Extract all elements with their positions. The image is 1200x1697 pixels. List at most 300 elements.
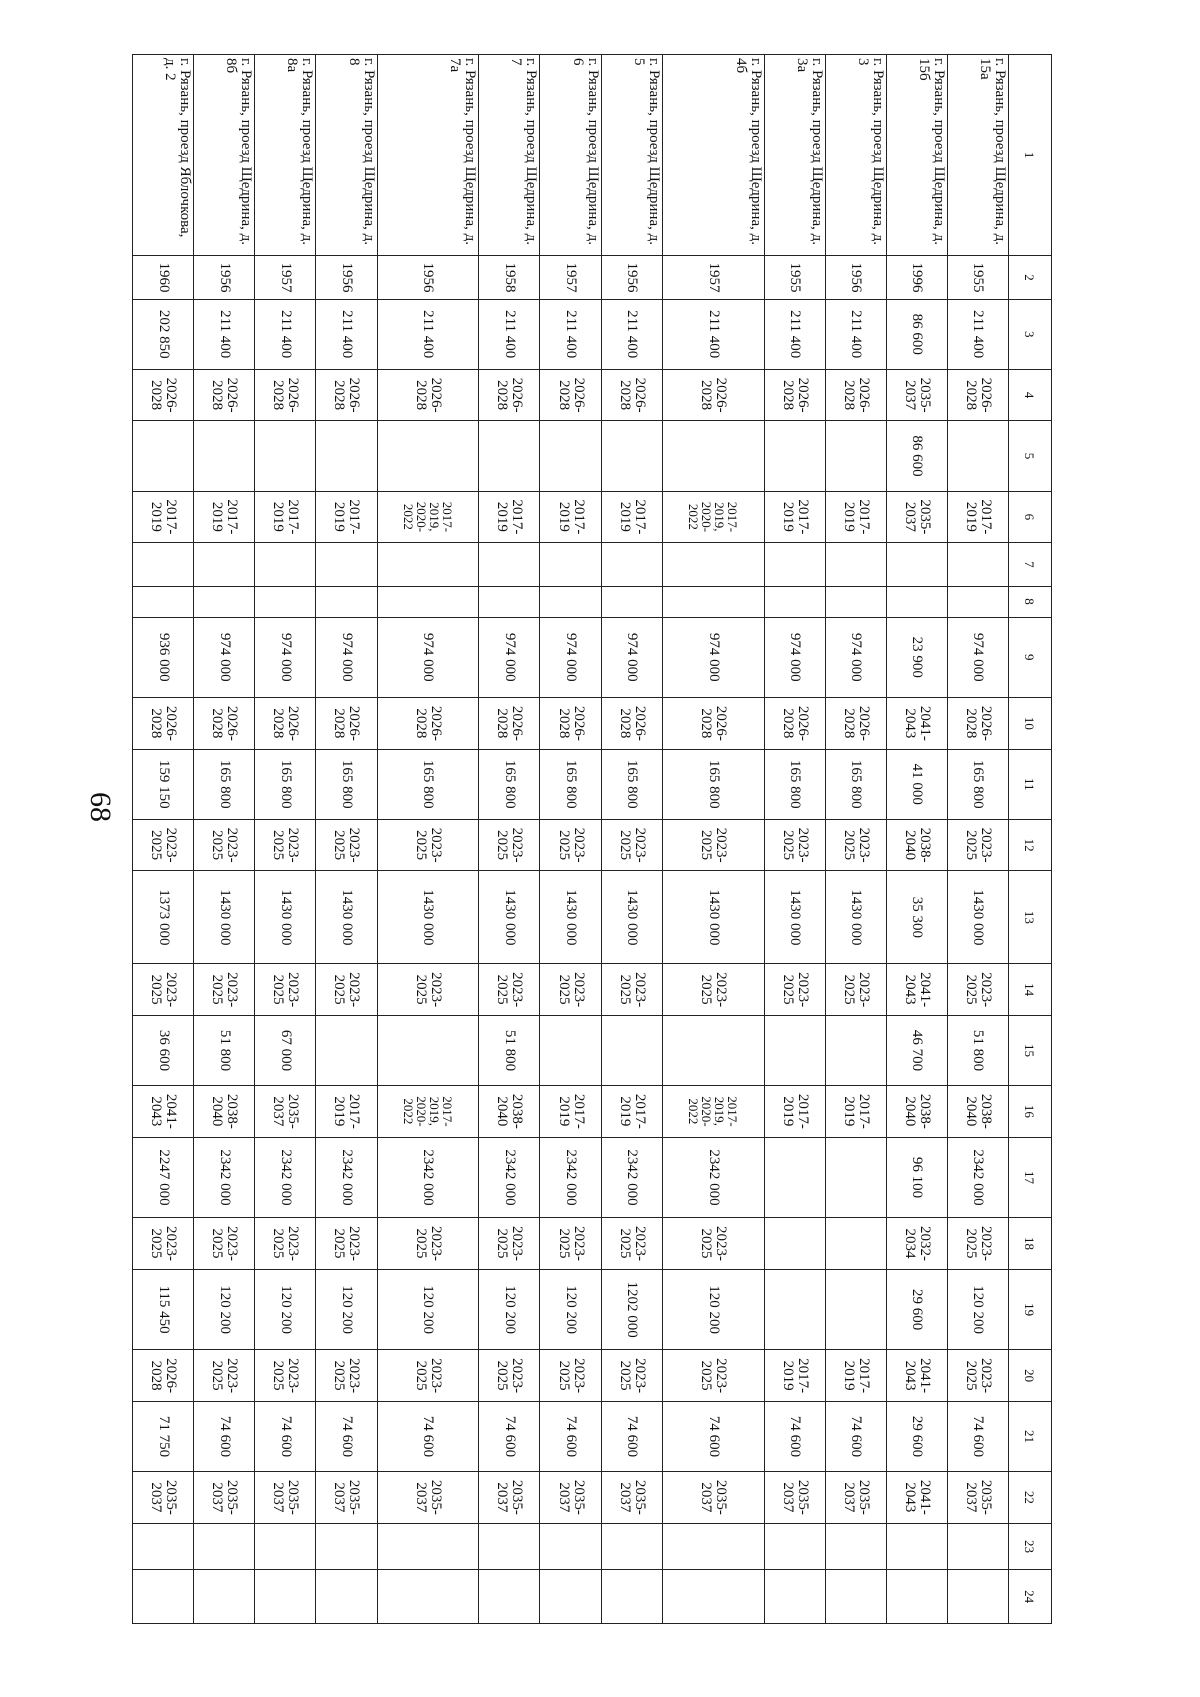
table-cell: [886, 543, 947, 586]
table-cell: 211 400: [316, 299, 377, 369]
table-cell: 974 000: [825, 617, 886, 698]
table-cell: 36 600: [133, 1015, 194, 1085]
table-cell: 2023-2025: [662, 964, 764, 1016]
table-cell: 1430 000: [764, 871, 825, 964]
table-cell: [947, 543, 1008, 586]
table-cell: [764, 1523, 825, 1569]
table-cell: 2035-2037: [133, 1472, 194, 1524]
table-cell: 2342 000: [316, 1137, 377, 1218]
table-cell: 2035-2037: [601, 1472, 662, 1524]
column-header-18: 18: [1009, 1218, 1052, 1270]
table-row: [316, 55, 377, 1624]
table-cell: 2035-2037: [255, 1086, 316, 1138]
table-row: [601, 55, 662, 1624]
table-cell: 2026-2028: [601, 369, 662, 421]
table-cell: 1955: [764, 256, 825, 299]
column-header-2: 2: [1009, 256, 1052, 299]
table-cell: 2026-2028: [764, 369, 825, 421]
table-row: [825, 55, 886, 1624]
table-cell: 974 000: [194, 617, 255, 698]
table-cell: [540, 1523, 601, 1569]
table-cell: 2023-2025: [662, 819, 764, 871]
table-cell: 2017-2019: [540, 491, 601, 543]
table-cell: 2017-2019: [540, 1086, 601, 1138]
table-cell: 2023-2025: [479, 1350, 540, 1402]
table-cell: 1956: [316, 256, 377, 299]
table-cell: 2023-2025: [194, 1350, 255, 1402]
table-cell: [133, 1523, 194, 1569]
table-cell: 2038-2040: [886, 819, 947, 871]
table-cell: 165 800: [662, 749, 764, 819]
table-cell: [764, 1218, 825, 1270]
table-cell: [825, 1137, 886, 1218]
table-cell: 974 000: [479, 617, 540, 698]
table-cell: 2026-2028: [133, 698, 194, 750]
table-cell: 120 200: [194, 1269, 255, 1350]
table-cell: 211 400: [255, 299, 316, 369]
table-cell: 2017-2019: [825, 1350, 886, 1402]
table-cell: [316, 421, 377, 491]
table-cell: 2041-2043: [886, 964, 947, 1016]
table-cell: 211 400: [377, 299, 479, 369]
table-cell: 29 600: [886, 1269, 947, 1350]
table-cell: 2017-2019: [194, 491, 255, 543]
table-cell: 974 000: [601, 617, 662, 698]
table-cell: [601, 421, 662, 491]
table-cell: [479, 586, 540, 617]
table-cell: 74 600: [825, 1401, 886, 1471]
table-cell: [947, 586, 1008, 617]
table-cell: [764, 1137, 825, 1218]
column-header-23: 23: [1009, 1523, 1052, 1569]
table-cell: 1956: [601, 256, 662, 299]
address-cell: г. Рязань, проезд Щедрина, д. 8б: [194, 55, 255, 256]
table-cell: 2035-2037: [479, 1472, 540, 1524]
table-cell: 2017-2019: [601, 1086, 662, 1138]
table-cell: 165 800: [255, 749, 316, 819]
column-header-19: 19: [1009, 1269, 1052, 1350]
table-cell: 2041-2043: [133, 1086, 194, 1138]
table-cell: 1430 000: [540, 871, 601, 964]
table-cell: 1430 000: [194, 871, 255, 964]
table-cell: [825, 1015, 886, 1085]
table-cell: 2026-2028: [825, 698, 886, 750]
table-cell: [194, 1570, 255, 1624]
table-cell: 71 750: [133, 1401, 194, 1471]
table-cell: 2026-2028: [662, 698, 764, 750]
table-cell: 74 600: [377, 1401, 479, 1471]
table-cell: 2023-2025: [764, 819, 825, 871]
register-table: [132, 54, 1052, 1624]
table-row: [194, 55, 255, 1624]
table-cell: 2026-2028: [947, 698, 1008, 750]
column-header-22: 22: [1009, 1472, 1052, 1524]
column-header-12: 12: [1009, 819, 1052, 871]
table-row: [540, 55, 601, 1624]
table-cell: [133, 1570, 194, 1624]
table-cell: 2342 000: [662, 1137, 764, 1218]
table-cell: [377, 421, 479, 491]
address-cell: г. Рязань, проезд Щедрина, д. 6: [540, 55, 601, 256]
table-cell: 2023-2025: [601, 1350, 662, 1402]
table-cell: 2026-2028: [255, 369, 316, 421]
table-rotated: [132, 54, 1052, 1624]
table-cell: [316, 1015, 377, 1085]
table-cell: 2023-2025: [255, 1350, 316, 1402]
table-cell: 974 000: [764, 617, 825, 698]
table-cell: 2038-2040: [479, 1086, 540, 1138]
table-cell: [316, 543, 377, 586]
table-cell: [947, 421, 1008, 491]
table-cell: 2035-2037: [947, 1472, 1008, 1524]
table-cell: 1957: [662, 256, 764, 299]
table-cell: 96 100: [886, 1137, 947, 1218]
table-cell: 974 000: [540, 617, 601, 698]
column-header-10: 10: [1009, 698, 1052, 750]
table-cell: [764, 1269, 825, 1350]
table-row: [662, 55, 764, 1624]
table-cell: 936 000: [133, 617, 194, 698]
table-cell: 2026-2028: [316, 698, 377, 750]
table-cell: 2026-2028: [540, 698, 601, 750]
table-cell: 211 400: [540, 299, 601, 369]
table-cell: [133, 421, 194, 491]
table-cell: 74 600: [540, 1401, 601, 1471]
table-cell: 2038-2040: [947, 1086, 1008, 1138]
table-cell: [662, 543, 764, 586]
column-header-11: 11: [1009, 749, 1052, 819]
table-cell: [194, 586, 255, 617]
table-cell: 2017-2019: [764, 491, 825, 543]
table-cell: 974 000: [662, 617, 764, 698]
table-cell: 974 000: [255, 617, 316, 698]
address-cell: г. Рязань, проезд Щедрина, д. 3а: [764, 55, 825, 256]
table-cell: 2342 000: [255, 1137, 316, 1218]
column-header-20: 20: [1009, 1350, 1052, 1402]
table-cell: 165 800: [947, 749, 1008, 819]
table-cell: [825, 586, 886, 617]
table-cell: 2342 000: [947, 1137, 1008, 1218]
table-cell: 2026-2028: [764, 698, 825, 750]
table-cell: [255, 543, 316, 586]
table-cell: [662, 1523, 764, 1569]
table-cell: 2342 000: [194, 1137, 255, 1218]
page-number: 68: [84, 792, 117, 822]
table-cell: 35 300: [886, 871, 947, 964]
table-cell: 2026-2028: [825, 369, 886, 421]
table-cell: 2023-2025: [601, 1218, 662, 1270]
table-cell: 2026-2028: [316, 369, 377, 421]
table-cell: [825, 1570, 886, 1624]
table-cell: 2041-2043: [886, 1472, 947, 1524]
table-cell: 2026-2028: [662, 369, 764, 421]
address-cell: г. Рязань, проезд Щедрина, д. 7: [479, 55, 540, 256]
table-cell: 2035-2037: [194, 1472, 255, 1524]
address-cell: г. Рязань, проезд Щедрина, д. 3: [825, 55, 886, 256]
table-cell: [255, 421, 316, 491]
table-cell: 2035-2037: [540, 1472, 601, 1524]
table-cell: 2026-2028: [601, 698, 662, 750]
table-cell: [662, 421, 764, 491]
table-cell: 2017-2019: [316, 1086, 377, 1138]
table-cell: [601, 1523, 662, 1569]
table-cell: 159 150: [133, 749, 194, 819]
table-cell: 2017-2019, 2020-2022: [662, 1086, 764, 1138]
table-cell: [377, 1015, 479, 1085]
table-cell: [377, 586, 479, 617]
table-cell: 2035-2037: [825, 1472, 886, 1524]
table-cell: 74 600: [194, 1401, 255, 1471]
table-cell: 2023-2025: [764, 964, 825, 1016]
column-header-6: 6: [1009, 491, 1052, 543]
table-row: [764, 55, 825, 1624]
table-cell: 2026-2028: [255, 698, 316, 750]
table-cell: 2026-2028: [947, 369, 1008, 421]
address-cell: г. Рязань, проезд Щедрина, д. 4б: [662, 55, 764, 256]
table-cell: 2023-2025: [194, 1218, 255, 1270]
table-cell: [255, 1570, 316, 1624]
table-cell: 74 600: [479, 1401, 540, 1471]
table-cell: 2023-2025: [540, 1218, 601, 1270]
table-cell: [601, 543, 662, 586]
table-cell: 2023-2025: [825, 819, 886, 871]
table-cell: [377, 1570, 479, 1624]
table-cell: 2017-2019: [764, 1086, 825, 1138]
table-cell: 2023-2025: [479, 964, 540, 1016]
column-header-8: 8: [1009, 586, 1052, 617]
table-cell: 2026-2028: [479, 698, 540, 750]
column-header-7: 7: [1009, 543, 1052, 586]
table-cell: 120 200: [255, 1269, 316, 1350]
table-cell: 2023-2025: [133, 819, 194, 871]
table-cell: 1955: [947, 256, 1008, 299]
table-cell: [316, 1523, 377, 1569]
table-cell: [886, 1570, 947, 1624]
table-cell: [886, 1523, 947, 1569]
table-cell: [601, 1570, 662, 1624]
column-header-17: 17: [1009, 1137, 1052, 1218]
address-cell: г. Рязань, проезд Щедрина, д. 5: [601, 55, 662, 256]
table-cell: 2023-2025: [194, 964, 255, 1016]
table-cell: [825, 1269, 886, 1350]
table-cell: [316, 1570, 377, 1624]
table-cell: 1996: [886, 256, 947, 299]
table-cell: 2026-2028: [377, 698, 479, 750]
table-cell: [479, 421, 540, 491]
table-cell: 2023-2025: [947, 964, 1008, 1016]
table-cell: 2017-2019: [479, 491, 540, 543]
table-cell: 974 000: [316, 617, 377, 698]
table-cell: 120 200: [662, 1269, 764, 1350]
table-cell: 115 450: [133, 1269, 194, 1350]
table-cell: [540, 421, 601, 491]
table-cell: 120 200: [377, 1269, 479, 1350]
table-cell: 2023-2025: [377, 1218, 479, 1270]
table-cell: [133, 543, 194, 586]
table-cell: 1960: [133, 256, 194, 299]
address-cell: г. Рязань, проезд Яблочкова, д. 2: [133, 55, 194, 256]
table-cell: [947, 1570, 1008, 1624]
table-row: [479, 55, 540, 1624]
column-header-14: 14: [1009, 964, 1052, 1016]
table-cell: 2017-2019, 2020-2022: [662, 491, 764, 543]
address-cell: г. Рязань, проезд Щедрина, д. 8: [316, 55, 377, 256]
table-cell: [601, 586, 662, 617]
table-cell: 74 600: [255, 1401, 316, 1471]
table-row: [377, 55, 479, 1624]
address-cell: г. Рязань, проезд Щедрина, д. 8а: [255, 55, 316, 256]
table-cell: 2023-2025: [133, 1218, 194, 1270]
table-cell: 2035-2037: [255, 1472, 316, 1524]
table-cell: 23 900: [886, 617, 947, 698]
table-cell: 211 400: [194, 299, 255, 369]
table-cell: 211 400: [662, 299, 764, 369]
table-cell: 2023-2025: [316, 1350, 377, 1402]
table-cell: 2035-2037: [316, 1472, 377, 1524]
table-cell: 2026-2028: [540, 369, 601, 421]
table-cell: 2035-2037: [377, 1472, 479, 1524]
table-cell: 2017-2019: [825, 1086, 886, 1138]
table-cell: 1202 000: [601, 1269, 662, 1350]
table-cell: 2023-2025: [601, 964, 662, 1016]
table-cell: 165 800: [479, 749, 540, 819]
table-cell: [764, 1015, 825, 1085]
table-cell: 1430 000: [479, 871, 540, 964]
table-cell: 2035-2037: [886, 491, 947, 543]
table-cell: 74 600: [316, 1401, 377, 1471]
table-cell: [255, 1523, 316, 1569]
table-cell: 2023-2025: [377, 819, 479, 871]
table-cell: 2017-2019: [255, 491, 316, 543]
table-cell: 51 800: [194, 1015, 255, 1085]
table-cell: 120 200: [316, 1269, 377, 1350]
table-cell: 2026-2028: [479, 369, 540, 421]
table-cell: [479, 1523, 540, 1569]
table-cell: [764, 1570, 825, 1624]
table-cell: [133, 586, 194, 617]
table-cell: 2023-2025: [377, 964, 479, 1016]
table-cell: 2017-2019: [601, 491, 662, 543]
table-cell: 2023-2025: [255, 1218, 316, 1270]
table-cell: 974 000: [947, 617, 1008, 698]
table-cell: [662, 1015, 764, 1085]
table-cell: 120 200: [947, 1269, 1008, 1350]
table-cell: [479, 543, 540, 586]
table-cell: 2023-2025: [540, 819, 601, 871]
table-cell: [540, 586, 601, 617]
table-cell: 1430 000: [662, 871, 764, 964]
table-cell: 2023-2025: [825, 964, 886, 1016]
table-cell: 2038-2040: [886, 1086, 947, 1138]
table-cell: 2023-2025: [947, 1218, 1008, 1270]
table-cell: 1373 000: [133, 871, 194, 964]
table-cell: 165 800: [316, 749, 377, 819]
table-cell: [662, 586, 764, 617]
table-cell: 2023-2025: [540, 964, 601, 1016]
table-cell: 2023-2025: [194, 819, 255, 871]
table-cell: [479, 1570, 540, 1624]
table-cell: 2026-2028: [194, 369, 255, 421]
table-cell: 2023-2025: [255, 819, 316, 871]
table-cell: [764, 421, 825, 491]
table-cell: 2026-2028: [133, 1350, 194, 1402]
address-cell: г. Рязань, проезд Щедрина, д. 7а: [377, 55, 479, 256]
table-cell: 74 600: [764, 1401, 825, 1471]
table-cell: [601, 1015, 662, 1085]
table-cell: 51 800: [479, 1015, 540, 1085]
table-cell: 2017-2019, 2020-2022: [377, 491, 479, 543]
table-cell: [377, 1523, 479, 1569]
table-cell: 211 400: [947, 299, 1008, 369]
table-cell: [194, 1523, 255, 1569]
table-cell: 2035-2037: [764, 1472, 825, 1524]
table-cell: 2023-2025: [947, 819, 1008, 871]
table-row: [133, 55, 194, 1624]
table-cell: 2023-2025: [133, 964, 194, 1016]
table-cell: 2017-2019: [764, 1350, 825, 1402]
table-cell: 165 800: [601, 749, 662, 819]
table-cell: [662, 1570, 764, 1624]
table-cell: 1957: [540, 256, 601, 299]
table-cell: [825, 1218, 886, 1270]
table-cell: [377, 543, 479, 586]
table-cell: 2342 000: [601, 1137, 662, 1218]
table-cell: 974 000: [377, 617, 479, 698]
table-cell: 211 400: [825, 299, 886, 369]
table-cell: 46 700: [886, 1015, 947, 1085]
table-cell: 1957: [255, 256, 316, 299]
table-cell: 2035-2037: [662, 1472, 764, 1524]
table-cell: 2035-2037: [886, 369, 947, 421]
table-cell: 2017-2019: [133, 491, 194, 543]
address-cell: г. Рязань, проезд Щедрина, д. 15а: [947, 55, 1008, 256]
table-cell: [764, 586, 825, 617]
table-cell: 1430 000: [601, 871, 662, 964]
table-cell: 1430 000: [825, 871, 886, 964]
table-cell: 120 200: [540, 1269, 601, 1350]
table-cell: 1956: [194, 256, 255, 299]
table-cell: [764, 543, 825, 586]
column-header-13: 13: [1009, 871, 1052, 964]
table-cell: 2342 000: [540, 1137, 601, 1218]
table-cell: [886, 586, 947, 617]
table-cell: 2032-2034: [886, 1218, 947, 1270]
table-cell: 2247 000: [133, 1137, 194, 1218]
column-header-5: 5: [1009, 421, 1052, 491]
table-cell: 2023-2025: [479, 819, 540, 871]
table-cell: 2041-2043: [886, 698, 947, 750]
table-cell: 1956: [377, 256, 479, 299]
table-cell: 2023-2025: [479, 1218, 540, 1270]
table-cell: [540, 1570, 601, 1624]
table-row: [947, 55, 1008, 1624]
table-cell: 74 600: [947, 1401, 1008, 1471]
table-cell: [540, 1015, 601, 1085]
table-cell: 2026-2028: [133, 369, 194, 421]
table-cell: 1430 000: [947, 871, 1008, 964]
table-cell: 2017-2019, 2020-2022: [377, 1086, 479, 1138]
table-cell: [194, 543, 255, 586]
table-cell: 2023-2025: [316, 1218, 377, 1270]
table-cell: 86 600: [886, 299, 947, 369]
header-row: [1009, 55, 1052, 1624]
column-header-3: 3: [1009, 299, 1052, 369]
column-header-21: 21: [1009, 1401, 1052, 1471]
table-row: [255, 55, 316, 1624]
table-cell: 2038-2040: [194, 1086, 255, 1138]
table-cell: 2023-2025: [601, 819, 662, 871]
column-header-1: 1: [1009, 55, 1052, 256]
